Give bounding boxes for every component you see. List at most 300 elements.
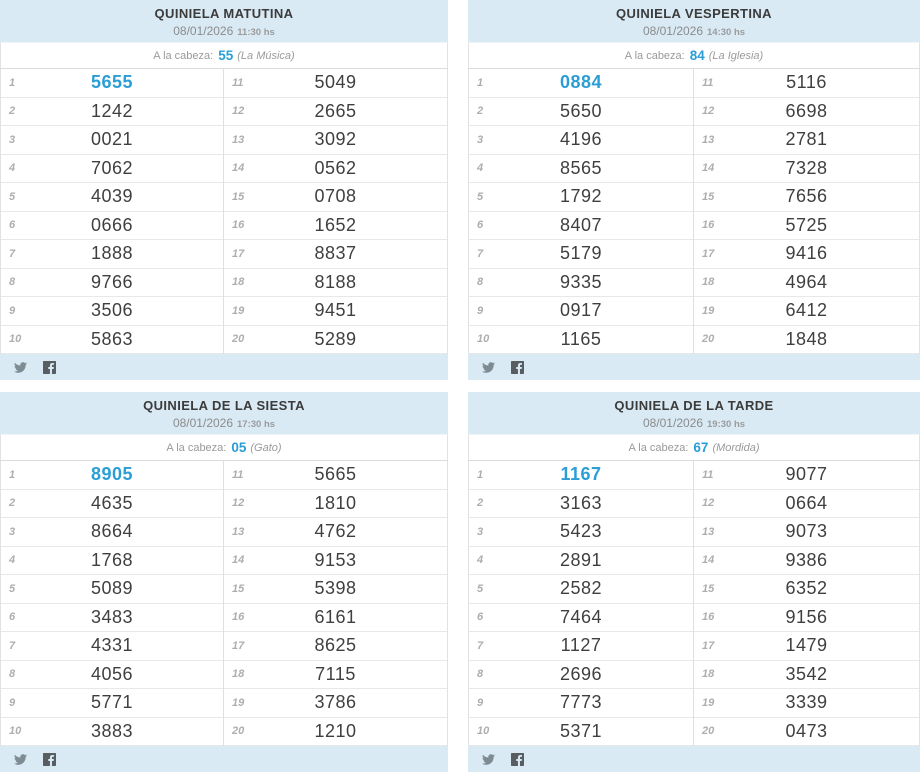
result-row <box>224 183 447 212</box>
result-row <box>1 661 223 690</box>
cabeza-number: 67 <box>693 440 709 455</box>
result-number: 3163 <box>559 492 603 513</box>
position-number: 6 <box>9 611 16 624</box>
draw-date-line <box>468 24 920 40</box>
result-number: 1167 <box>560 464 602 485</box>
position-number: 6 <box>477 219 484 232</box>
result-number: 9451 <box>314 300 357 321</box>
position-number: 12 <box>232 105 245 118</box>
quiniela-panel <box>468 392 920 772</box>
results-table <box>468 69 920 354</box>
position-number: 19 <box>702 304 715 317</box>
result-row <box>469 69 693 98</box>
result-number: 5665 <box>314 464 357 485</box>
position-number: 9 <box>477 696 484 709</box>
position-number: 20 <box>232 333 245 346</box>
position-number: 3 <box>9 525 16 538</box>
cabeza-label: A la cabeza: <box>153 49 214 62</box>
result-row <box>469 575 693 604</box>
position-number: 11 <box>232 76 244 89</box>
draw-time: 11:30 hs <box>237 27 275 38</box>
result-number: 4635 <box>90 492 134 513</box>
result-number: 3883 <box>90 720 134 741</box>
position-number: 17 <box>232 247 245 260</box>
result-number: 5423 <box>559 521 603 542</box>
cabeza-number: 55 <box>218 48 234 63</box>
position-number: 17 <box>232 639 245 652</box>
result-number: 6161 <box>314 606 357 627</box>
position-number: 12 <box>702 497 715 510</box>
result-row <box>224 490 447 519</box>
result-number: 4056 <box>90 663 134 684</box>
result-number: 1165 <box>560 328 602 349</box>
position-number: 13 <box>232 525 245 538</box>
result-number: 0473 <box>785 720 828 741</box>
position-number: 20 <box>232 725 245 738</box>
draw-date-line <box>468 416 920 432</box>
position-number: 16 <box>232 219 245 232</box>
position-number: 15 <box>702 190 715 203</box>
result-row <box>469 326 693 355</box>
result-number: 1810 <box>314 492 357 513</box>
position-number: 12 <box>232 497 245 510</box>
result-row <box>1 547 223 576</box>
quiniela-panel <box>0 392 448 772</box>
results-table <box>0 461 448 746</box>
result-number: 1479 <box>785 635 828 656</box>
share-bar <box>0 354 448 380</box>
position-number: 4 <box>477 162 484 175</box>
result-row <box>1 490 223 519</box>
position-number: 15 <box>232 582 245 595</box>
result-row <box>1 183 223 212</box>
position-number: 14 <box>232 554 245 567</box>
twitter-share-icon[interactable] <box>13 753 28 766</box>
position-number: 4 <box>9 162 16 175</box>
a-la-cabeza-row <box>468 42 920 69</box>
result-number: 0562 <box>314 157 357 178</box>
a-la-cabeza-row <box>0 434 448 461</box>
position-number: 19 <box>232 304 245 317</box>
result-row <box>694 632 919 661</box>
cabeza-label: A la cabeza: <box>628 441 689 454</box>
position-number: 12 <box>702 105 715 118</box>
share-bar <box>0 746 448 772</box>
result-row <box>469 461 693 490</box>
result-row <box>469 155 693 184</box>
result-row <box>469 126 693 155</box>
result-row <box>224 212 447 241</box>
result-row <box>224 461 447 490</box>
result-number: 0666 <box>90 214 134 235</box>
result-row <box>1 212 223 241</box>
position-number: 9 <box>9 696 16 709</box>
result-number: 0884 <box>559 72 603 93</box>
result-row <box>694 518 919 547</box>
draw-date-line <box>0 416 448 432</box>
result-row <box>1 518 223 547</box>
result-row <box>1 69 223 98</box>
result-number: 1210 <box>314 720 357 741</box>
result-row <box>1 98 223 127</box>
position-number: 20 <box>702 333 715 346</box>
position-number: 15 <box>232 190 245 203</box>
result-number: 5655 <box>90 72 134 93</box>
result-row <box>1 240 223 269</box>
result-row <box>694 326 919 355</box>
results-column-11-20 <box>694 69 919 354</box>
result-number: 2582 <box>559 578 603 599</box>
position-number: 8 <box>9 668 16 681</box>
quiniela-panel <box>0 0 448 380</box>
result-row <box>694 718 919 747</box>
position-number: 3 <box>477 133 484 146</box>
result-number: 9386 <box>785 549 828 570</box>
result-row <box>1 575 223 604</box>
result-row <box>694 240 919 269</box>
facebook-share-icon[interactable] <box>43 361 56 374</box>
position-number: 1 <box>9 76 16 89</box>
position-number: 4 <box>9 554 16 567</box>
quiniela-panel <box>468 0 920 380</box>
result-number: 2665 <box>314 100 357 121</box>
result-number: 2891 <box>559 549 603 570</box>
position-number: 8 <box>477 276 484 289</box>
result-number: 3092 <box>314 129 357 150</box>
result-number: 7773 <box>559 692 603 713</box>
result-number: 7328 <box>785 157 828 178</box>
position-number: 4 <box>477 554 484 567</box>
results-column-11-20 <box>694 461 919 746</box>
result-row <box>1 326 223 355</box>
position-number: 10 <box>477 333 490 346</box>
result-number: 1127 <box>560 635 602 656</box>
position-number: 6 <box>477 611 484 624</box>
result-number: 9153 <box>314 549 357 570</box>
result-row <box>1 632 223 661</box>
draw-date: 08/01/2026 <box>642 24 704 38</box>
result-row <box>224 126 447 155</box>
position-number: 8 <box>477 668 484 681</box>
result-row <box>694 689 919 718</box>
position-number: 18 <box>232 276 245 289</box>
result-number: 8625 <box>314 635 357 656</box>
position-number: 7 <box>9 639 16 652</box>
result-number: 5725 <box>785 214 828 235</box>
result-row <box>224 518 447 547</box>
position-number: 11 <box>702 76 714 89</box>
results-column-11-20 <box>224 69 447 354</box>
cabeza-number: 05 <box>231 440 247 455</box>
result-number: 1768 <box>90 549 134 570</box>
result-row <box>224 632 447 661</box>
result-row <box>694 183 919 212</box>
result-number: 5289 <box>314 328 357 349</box>
position-number: 19 <box>702 696 715 709</box>
result-number: 7115 <box>315 663 356 684</box>
result-number: 0021 <box>90 129 134 150</box>
position-number: 11 <box>232 468 244 481</box>
position-number: 14 <box>702 162 715 175</box>
result-row <box>224 155 447 184</box>
results-column-1-10 <box>1 69 224 354</box>
position-number: 13 <box>702 133 715 146</box>
result-row <box>224 98 447 127</box>
result-row <box>224 604 447 633</box>
result-row <box>694 155 919 184</box>
position-number: 18 <box>702 668 715 681</box>
result-row <box>469 297 693 326</box>
result-row <box>469 661 693 690</box>
panel-title: QUINIELA DE LA TARDE <box>614 398 774 413</box>
position-number: 10 <box>477 725 490 738</box>
result-number: 7062 <box>90 157 134 178</box>
cabeza-label: A la cabeza: <box>624 49 685 62</box>
result-row <box>1 461 223 490</box>
result-row <box>469 632 693 661</box>
share-bar <box>468 354 920 380</box>
position-number: 2 <box>9 497 16 510</box>
draw-date-line <box>0 24 448 40</box>
result-number: 8407 <box>559 214 603 235</box>
results-column-1-10 <box>469 69 694 354</box>
result-number: 3506 <box>90 300 134 321</box>
result-number: 5049 <box>314 72 357 93</box>
result-number: 1792 <box>559 186 603 207</box>
result-number: 4762 <box>314 521 357 542</box>
result-row <box>224 269 447 298</box>
result-number: 3786 <box>314 692 357 713</box>
results-column-1-10 <box>1 461 224 746</box>
result-number: 9077 <box>785 464 828 485</box>
result-row <box>469 689 693 718</box>
result-row <box>1 297 223 326</box>
result-number: 8188 <box>314 271 357 292</box>
results-table <box>0 69 448 354</box>
twitter-share-icon[interactable] <box>481 753 496 766</box>
draw-date: 08/01/2026 <box>642 416 704 430</box>
result-number: 0917 <box>559 300 603 321</box>
draw-date: 08/01/2026 <box>173 24 234 38</box>
panel-title: QUINIELA VESPERTINA <box>616 6 772 21</box>
result-number: 1652 <box>314 214 357 235</box>
position-number: 8 <box>9 276 16 289</box>
result-row <box>694 69 919 98</box>
result-number: 7464 <box>559 606 603 627</box>
position-number: 5 <box>477 190 484 203</box>
result-row <box>694 604 919 633</box>
result-row <box>224 240 447 269</box>
position-number: 10 <box>9 725 22 738</box>
results-column-11-20 <box>224 461 447 746</box>
result-row <box>1 126 223 155</box>
draw-time: 14:30 hs <box>707 27 746 38</box>
result-row <box>694 297 919 326</box>
result-number: 5771 <box>90 692 134 713</box>
draw-time: 19:30 hs <box>707 419 746 430</box>
position-number: 3 <box>477 525 484 538</box>
result-row <box>694 98 919 127</box>
result-number: 8664 <box>90 521 134 542</box>
position-number: 7 <box>477 247 484 260</box>
position-number: 1 <box>477 468 484 481</box>
result-number: 9416 <box>785 243 828 264</box>
position-number: 5 <box>9 582 16 595</box>
result-number: 7656 <box>785 186 828 207</box>
result-number: 6698 <box>785 100 828 121</box>
position-number: 18 <box>232 668 245 681</box>
facebook-share-icon[interactable] <box>43 753 56 766</box>
result-row <box>469 490 693 519</box>
result-row <box>224 326 447 355</box>
position-number: 20 <box>702 725 715 738</box>
result-row <box>224 661 447 690</box>
result-row <box>469 718 693 747</box>
draw-time: 17:30 hs <box>237 419 276 430</box>
position-number: 15 <box>702 582 715 595</box>
result-row <box>469 604 693 633</box>
result-number: 4964 <box>785 271 828 292</box>
result-number: 2781 <box>785 129 828 150</box>
result-number: 1848 <box>785 328 828 349</box>
position-number: 2 <box>477 497 484 510</box>
cabeza-name: (Gato) <box>250 441 282 454</box>
result-row <box>469 518 693 547</box>
cabeza-number: 84 <box>689 48 705 63</box>
cabeza-name: (La Iglesia) <box>708 49 764 62</box>
cabeza-name: (La Música) <box>237 49 295 62</box>
result-row <box>694 547 919 576</box>
result-row <box>224 69 447 98</box>
result-number: 4196 <box>559 129 603 150</box>
result-row <box>224 718 447 747</box>
result-number: 5371 <box>559 720 603 741</box>
result-row <box>1 718 223 747</box>
position-number: 7 <box>9 247 16 260</box>
result-number: 3483 <box>90 606 134 627</box>
position-number: 5 <box>477 582 484 595</box>
result-number: 8905 <box>90 464 134 485</box>
a-la-cabeza-row <box>0 42 448 69</box>
result-number: 4039 <box>90 186 134 207</box>
twitter-share-icon[interactable] <box>481 361 496 374</box>
result-row <box>1 689 223 718</box>
result-number: 6352 <box>785 578 828 599</box>
position-number: 2 <box>9 105 16 118</box>
result-number: 5179 <box>559 243 603 264</box>
result-row <box>694 269 919 298</box>
draw-date: 08/01/2026 <box>172 416 234 430</box>
panel-title: QUINIELA DE LA SIESTA <box>143 398 305 413</box>
result-number: 1888 <box>90 243 134 264</box>
result-number: 5650 <box>559 100 603 121</box>
position-number: 5 <box>9 190 16 203</box>
position-number: 17 <box>702 247 715 260</box>
result-number: 6412 <box>785 300 828 321</box>
facebook-share-icon[interactable] <box>511 753 524 766</box>
result-number: 4331 <box>90 635 134 656</box>
result-number: 8837 <box>314 243 357 264</box>
panel-header <box>0 392 448 434</box>
position-number: 13 <box>232 133 245 146</box>
result-row <box>694 575 919 604</box>
result-number: 9766 <box>90 271 134 292</box>
result-number: 5863 <box>90 328 134 349</box>
position-number: 19 <box>232 696 245 709</box>
result-row <box>694 212 919 241</box>
result-row <box>694 661 919 690</box>
result-number: 1242 <box>90 100 134 121</box>
position-number: 17 <box>702 639 715 652</box>
result-row <box>224 547 447 576</box>
position-number: 9 <box>477 304 484 317</box>
result-row <box>469 269 693 298</box>
position-number: 11 <box>702 468 714 481</box>
result-row <box>694 490 919 519</box>
result-row <box>469 240 693 269</box>
cabeza-name: (Mordida) <box>712 441 760 454</box>
result-number: 5398 <box>314 578 357 599</box>
result-row <box>224 575 447 604</box>
result-number: 5116 <box>786 72 827 93</box>
position-number: 6 <box>9 219 16 232</box>
position-number: 1 <box>9 468 16 481</box>
panel-header <box>0 0 448 42</box>
position-number: 1 <box>477 76 484 89</box>
result-row <box>224 297 447 326</box>
results-column-1-10 <box>469 461 694 746</box>
result-number: 2696 <box>559 663 603 684</box>
result-row <box>469 547 693 576</box>
result-row <box>694 126 919 155</box>
result-row <box>1 269 223 298</box>
position-number: 16 <box>702 219 715 232</box>
result-number: 9073 <box>785 521 828 542</box>
result-number: 0708 <box>314 186 357 207</box>
position-number: 18 <box>702 276 715 289</box>
position-number: 2 <box>477 105 484 118</box>
result-row <box>694 461 919 490</box>
position-number: 13 <box>702 525 715 538</box>
result-number: 3339 <box>785 692 828 713</box>
result-number: 3542 <box>785 663 828 684</box>
results-table <box>468 461 920 746</box>
twitter-share-icon[interactable] <box>13 361 28 374</box>
cabeza-label: A la cabeza: <box>166 441 227 454</box>
result-row <box>469 183 693 212</box>
result-row <box>469 98 693 127</box>
position-number: 3 <box>9 133 16 146</box>
result-row <box>224 689 447 718</box>
a-la-cabeza-row <box>468 434 920 461</box>
facebook-share-icon[interactable] <box>511 361 524 374</box>
result-number: 9156 <box>785 606 828 627</box>
result-number: 0664 <box>785 492 828 513</box>
share-bar <box>468 746 920 772</box>
result-number: 5089 <box>90 578 134 599</box>
position-number: 10 <box>9 333 22 346</box>
panel-title: QUINIELA MATUTINA <box>154 6 294 21</box>
position-number: 16 <box>702 611 715 624</box>
result-number: 8565 <box>559 157 603 178</box>
position-number: 14 <box>232 162 245 175</box>
position-number: 14 <box>702 554 715 567</box>
position-number: 7 <box>477 639 484 652</box>
position-number: 16 <box>232 611 245 624</box>
panel-header <box>468 0 920 42</box>
panel-header <box>468 392 920 434</box>
result-row <box>1 604 223 633</box>
